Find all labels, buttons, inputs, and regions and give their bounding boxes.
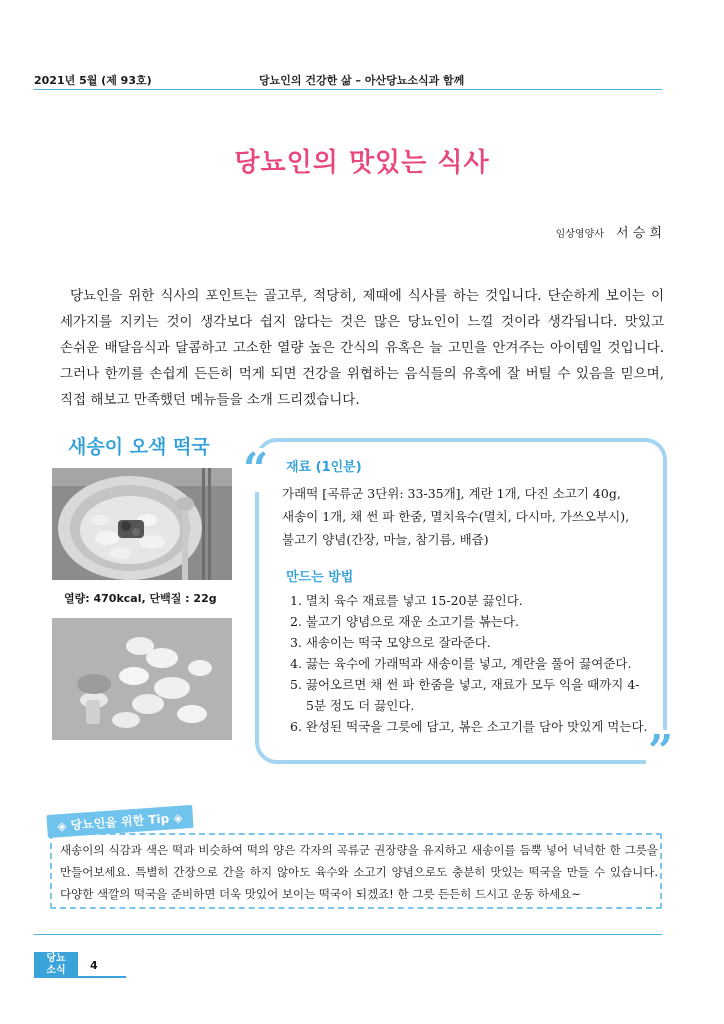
tip-label: ◈ 당뇨인을 위한 Tip ◈ bbox=[46, 805, 193, 838]
issue-date: 2021년 5월 (제 93호) bbox=[34, 74, 152, 87]
step-item: 1. 멸치 육수 재료를 넣고 15-20분 끓인다. bbox=[290, 593, 523, 608]
author-byline bbox=[556, 222, 662, 241]
intro-paragraph: 당뇨인을 위한 식사의 포인트는 골고루, 적당히, 제때에 식사를 하는 것입니다. 단순하게 보이는 이 세가지를 지키는 것이 생각보다 쉽지 않다는 것은 많은 당뇨인이 느낄 것이라 생각됩니다. 맛있고 손쉬운 배달음식과 달콤하고 고소한 열량 높은 간식의 유혹은 늘 고민을 안겨주는 아이템일 것입니다. 그러나 한끼를 손쉽게 든든히 먹게 되면 건강을 위협하는 음식들의 유혹에 잘 버틸 수 있음을 믿으며, 직접 해보고 만족했던 메뉴들을 소개 드리겠습니다. bbox=[60, 288, 664, 408]
footer-badge bbox=[34, 952, 98, 978]
author-name: 서 승 희 bbox=[616, 226, 662, 241]
footer-rule bbox=[34, 934, 662, 935]
tteokguk-photo bbox=[52, 468, 232, 580]
step-item: 3. 새송이는 떡국 모양으로 잘라준다. bbox=[290, 635, 491, 650]
close-quote-icon: ” bbox=[648, 726, 674, 777]
badge-line-2: 소식 bbox=[46, 965, 66, 976]
page-header bbox=[34, 72, 662, 90]
open-quote-icon: “ bbox=[243, 444, 269, 495]
recipe-title: 새송이 오색 떡국 bbox=[68, 436, 210, 458]
ingredients-illustration bbox=[52, 618, 232, 740]
nutrition-info: 열량: 470kcal, 단백질 : 22g bbox=[64, 592, 217, 605]
ingredients-heading: 재료 (1인분) bbox=[286, 460, 362, 475]
step-item: 6. 완성된 떡국을 그릇에 담고, 볶은 소고기를 담아 맛있게 먹는다. bbox=[290, 719, 648, 734]
step-item: 5. 끓어오르면 채 썬 파 한줌을 넣고, 재료가 모두 익을 때까지 4-5분 정도 더 끓인다. bbox=[290, 677, 640, 713]
ingredients-text: 가래떡 [곡류군 3단위: 33-35개], 계란 1개, 다진 소고기 40g, 새송이 1개, 채 썬 파 한줌, 멸치육수(멸치, 다시마, 가쓰오부시), 불고기 양념(간장, 마늘, 참기름, 배즙) bbox=[282, 486, 630, 547]
step-item: 4. 끓는 육수에 가래떡과 새송이를 넣고, 계란을 풀어 끓여준다. bbox=[290, 656, 632, 671]
page-number: 4 bbox=[90, 959, 98, 972]
badge-line-1: 당뇨 bbox=[46, 953, 66, 964]
method-steps bbox=[290, 590, 650, 737]
author-role: 임상영양사 bbox=[555, 229, 604, 240]
page-number-underline bbox=[78, 976, 126, 978]
tteokguk-illustration bbox=[52, 468, 232, 580]
publication-title: 당뇨인의 건강한 삶 – 아산당뇨소식과 함께 bbox=[259, 74, 465, 87]
page-title: 당뇨인의 맛있는 식사 bbox=[234, 148, 490, 178]
header-rule bbox=[34, 89, 662, 90]
step-item: 2. 불고기 양념으로 재운 소고기를 볶는다. bbox=[290, 614, 519, 629]
tip-text: 새송이의 식감과 색은 떡과 비슷하여 떡의 양은 각자의 곡류군 권장량을 유지하고 새송이를 듬뿍 넣어 넉넉한 한 그릇을 만들어보세요. 특별히 간장으로 간을 하지 않아도 육수와 소고기 양념으로도 충분히 맛있는 떡국을 만들 수 있습니다. 다양한 색깔의 떡국을 준비하면 더욱 맛있어 보이는 떡국이 되겠죠! 한 그릇 든든히 드시고 운동 하세요~ bbox=[60, 843, 658, 901]
method-heading: 만드는 방법 bbox=[286, 570, 354, 585]
newsletter-badge bbox=[34, 952, 78, 978]
ingredients-photo bbox=[52, 618, 232, 740]
